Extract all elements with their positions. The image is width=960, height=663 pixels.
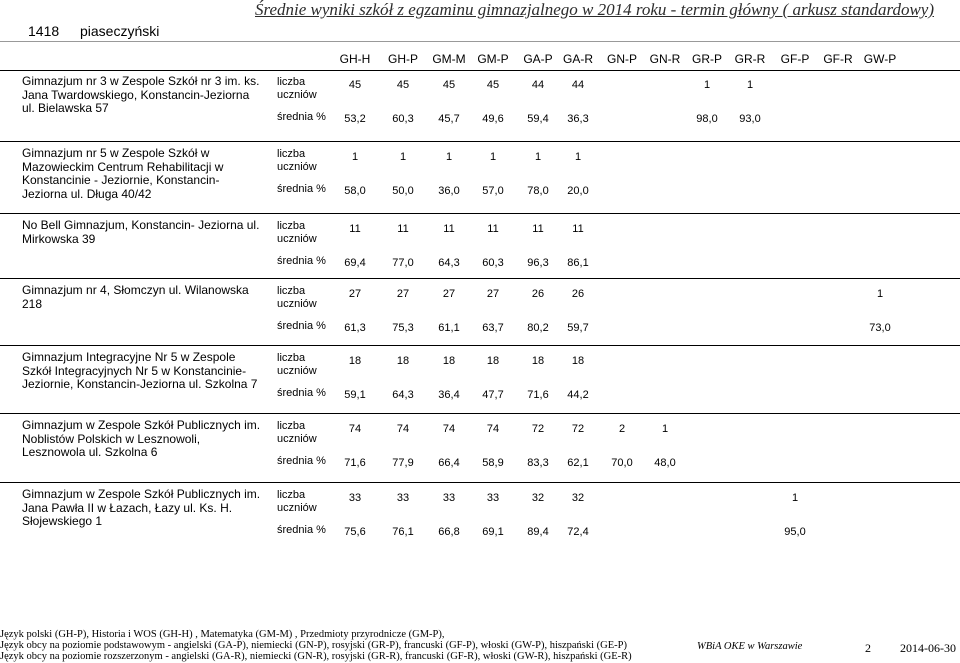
count-value: 45 (486, 79, 500, 91)
column-header-gm-m: GM-M (432, 52, 466, 66)
count-value: 33 (486, 492, 500, 504)
count-value: 18 (396, 355, 410, 367)
footer-date: 2014-06-30 (900, 641, 956, 655)
average-value: 36,4 (438, 389, 460, 401)
average-value: 63,7 (482, 322, 504, 334)
school-name: No Bell Gimnazjum, Konstancin- Jeziorna ul. Mirkowska 39 (22, 218, 260, 246)
average-label: średnia % (277, 111, 326, 123)
average-value: 77,9 (392, 457, 414, 469)
row-separator (0, 278, 960, 279)
average-value: 69,1 (482, 526, 504, 538)
count-value: 1 (534, 151, 542, 163)
average-value: 49,6 (482, 113, 504, 125)
count-value: 74 (442, 423, 456, 435)
average-label: średnia % (277, 320, 326, 332)
count-value: 1 (489, 151, 497, 163)
school-name: Gimnazjum nr 5 w Zespole Szkół w Mazowieckim Centrum Rehabilitacji w Konstancinie - Jeziornie, Konstancin-Jeziorna ul. Długa 40/42 (22, 146, 224, 201)
count-value: 2 (618, 423, 626, 435)
count-value: 11 (443, 223, 455, 235)
average-value: 83,3 (527, 457, 549, 469)
average-value: 80,2 (527, 322, 549, 334)
count-value: 18 (348, 355, 362, 367)
column-header-gm-p: GM-P (477, 52, 509, 66)
count-value: 74 (486, 423, 500, 435)
average-value: 60,3 (482, 257, 504, 269)
average-value: 20,0 (567, 185, 589, 197)
average-value: 59,4 (527, 113, 549, 125)
average-value: 96,3 (527, 257, 549, 269)
count-label: liczba uczniów (277, 489, 317, 514)
average-value: 70,0 (611, 457, 633, 469)
average-value: 59,7 (567, 322, 589, 334)
school-name: Gimnazjum Integracyjne Nr 5 w Zespole Szkół Integracyjnych Nr 5 w Konstancinie-Jeziornie, Konstancin-Jeziorna ul. Szkolna 7 (22, 350, 258, 391)
average-value: 89,4 (527, 526, 549, 538)
column-header-gn-r: GN-R (649, 52, 681, 66)
count-value: 1 (399, 151, 407, 163)
count-value: 27 (486, 288, 500, 300)
average-value: 64,3 (392, 389, 414, 401)
count-value: 45 (396, 79, 410, 91)
average-value: 66,8 (438, 526, 460, 538)
average-value: 47,7 (482, 389, 504, 401)
footer-line-2: Język obcy na poziomie podstawowym - angielski (GA-P), niemiecki (GN-P), rosyjski (GR-P), francuski (GF-P), włoski (GW-P), hiszpański (GE-P) (0, 640, 627, 651)
average-value: 48,0 (654, 457, 676, 469)
average-value: 93,0 (739, 113, 761, 125)
column-header-gn-p: GN-P (607, 52, 637, 66)
footer-line-3: Język obcy na poziomie rozszerzonym - angielski (GA-R), niemiecki (GN-R), rosyjski (GR-R), francuski (GF-R), włoski (GW-R), hiszpański (GE-R) (0, 651, 632, 662)
count-value: 26 (571, 288, 585, 300)
count-value: 33 (396, 492, 410, 504)
average-value: 58,9 (482, 457, 504, 469)
count-value: 74 (348, 423, 362, 435)
column-header-gh-h: GH-H (339, 52, 371, 66)
row-separator (0, 482, 960, 483)
count-value: 27 (396, 288, 410, 300)
count-value: 27 (442, 288, 456, 300)
average-value: 69,4 (344, 257, 366, 269)
average-value: 45,7 (438, 113, 460, 125)
average-label: średnia % (277, 255, 326, 267)
average-value: 36,3 (567, 113, 589, 125)
count-value: 27 (348, 288, 362, 300)
count-value: 18 (442, 355, 456, 367)
average-value: 71,6 (527, 389, 549, 401)
header-separator (0, 70, 960, 71)
count-value: 72 (531, 423, 545, 435)
count-value: 11 (572, 223, 584, 235)
count-value: 45 (442, 79, 456, 91)
footer-publisher: WBiA OKE w Warszawie (697, 641, 803, 652)
average-value: 66,4 (438, 457, 460, 469)
row-separator (0, 345, 960, 346)
column-header-gr-p: GR-P (692, 52, 722, 66)
count-value: 18 (571, 355, 585, 367)
count-label: liczba uczniów (277, 76, 317, 101)
column-header-ga-p: GA-P (523, 52, 553, 66)
count-value: 33 (348, 492, 362, 504)
count-value: 1 (703, 79, 711, 91)
average-value: 60,3 (392, 113, 414, 125)
count-value: 1 (445, 151, 453, 163)
count-value: 44 (571, 79, 585, 91)
school-name: Gimnazjum nr 4, Słomczyn ul. Wilanowska 218 (22, 283, 249, 311)
row-separator (0, 213, 960, 214)
average-value: 98,0 (696, 113, 718, 125)
count-value: 1 (351, 151, 359, 163)
count-label: liczba uczniów (277, 285, 317, 310)
average-value: 58,0 (344, 185, 366, 197)
average-value: 76,1 (392, 526, 414, 538)
average-label: średnia % (277, 183, 326, 195)
column-header-gf-r: GF-R (823, 52, 853, 66)
count-label: liczba uczniów (277, 420, 317, 445)
average-value: 50,0 (392, 185, 414, 197)
footer-line-1: Język polski (GH-P), Historia i WOS (GH-H) , Matematyka (GM-M) , Przedmioty przyrodnicze (GM-P), (0, 629, 445, 640)
district-name: piaseczyński (80, 23, 160, 39)
header-divider (0, 41, 960, 42)
row-separator (0, 413, 960, 414)
count-value: 44 (531, 79, 545, 91)
count-value: 33 (442, 492, 456, 504)
header-code: 1418 (28, 23, 60, 39)
average-value: 95,0 (784, 526, 806, 538)
page-title: Średnie wyniki szkół z egzaminu gimnazjalnego w 2014 roku - termin główny ( arkusz standardowy) (255, 0, 935, 19)
average-value: 72,4 (567, 526, 589, 538)
average-value: 61,1 (438, 322, 460, 334)
count-value: 11 (349, 223, 361, 235)
column-header-ga-r: GA-R (563, 52, 593, 66)
row-separator (0, 141, 960, 142)
count-value: 32 (531, 492, 545, 504)
count-value: 1 (876, 288, 884, 300)
school-name: Gimnazjum nr 3 w Zespole Szkół nr 3 im. ks. Jana Twardowskiego, Konstancin-Jeziorna ul. Bielawska 57 (22, 74, 260, 115)
average-value: 71,6 (344, 457, 366, 469)
average-value: 75,6 (344, 526, 366, 538)
count-value: 45 (348, 79, 362, 91)
count-value: 26 (531, 288, 545, 300)
average-label: średnia % (277, 524, 326, 536)
average-value: 53,2 (344, 113, 366, 125)
average-value: 64,3 (438, 257, 460, 269)
average-value: 61,3 (344, 322, 366, 334)
footer-page-number: 2 (865, 641, 871, 655)
count-value: 1 (661, 423, 669, 435)
count-value: 72 (571, 423, 585, 435)
count-label: liczba uczniów (277, 220, 317, 245)
average-label: średnia % (277, 455, 326, 467)
average-value: 77,0 (392, 257, 414, 269)
column-header-gh-p: GH-P (388, 52, 418, 66)
average-label: średnia % (277, 387, 326, 399)
count-value: 32 (571, 492, 585, 504)
count-value: 74 (396, 423, 410, 435)
count-value: 1 (746, 79, 754, 91)
average-value: 36,0 (438, 185, 460, 197)
average-value: 73,0 (869, 322, 891, 334)
count-value: 1 (791, 492, 799, 504)
average-value: 59,1 (344, 389, 366, 401)
count-value: 1 (574, 151, 582, 163)
average-value: 75,3 (392, 322, 414, 334)
school-name: Gimnazjum w Zespole Szkół Publicznych im. Jana Pawła II w Łazach, Łazy ul. Ks. H. Słojewskiego 1 (22, 487, 261, 528)
average-value: 44,2 (567, 389, 589, 401)
average-value: 57,0 (482, 185, 504, 197)
school-name: Gimnazjum w Zespole Szkół Publicznych im. Noblistów Polskich w Lesznowoli, Lesznowola ul. Szkolna 6 (22, 418, 261, 459)
average-value: 78,0 (527, 185, 549, 197)
column-header-gr-r: GR-R (734, 52, 766, 66)
count-value: 18 (486, 355, 500, 367)
count-value: 11 (487, 223, 499, 235)
average-value: 62,1 (567, 457, 589, 469)
column-header-gf-p: GF-P (780, 52, 810, 66)
column-header-gw-p: GW-P (863, 52, 897, 66)
count-label: liczba uczniów (277, 148, 317, 173)
count-value: 18 (531, 355, 545, 367)
count-value: 11 (397, 223, 409, 235)
average-value: 86,1 (567, 257, 589, 269)
count-label: liczba uczniów (277, 352, 317, 377)
count-value: 11 (532, 223, 544, 235)
